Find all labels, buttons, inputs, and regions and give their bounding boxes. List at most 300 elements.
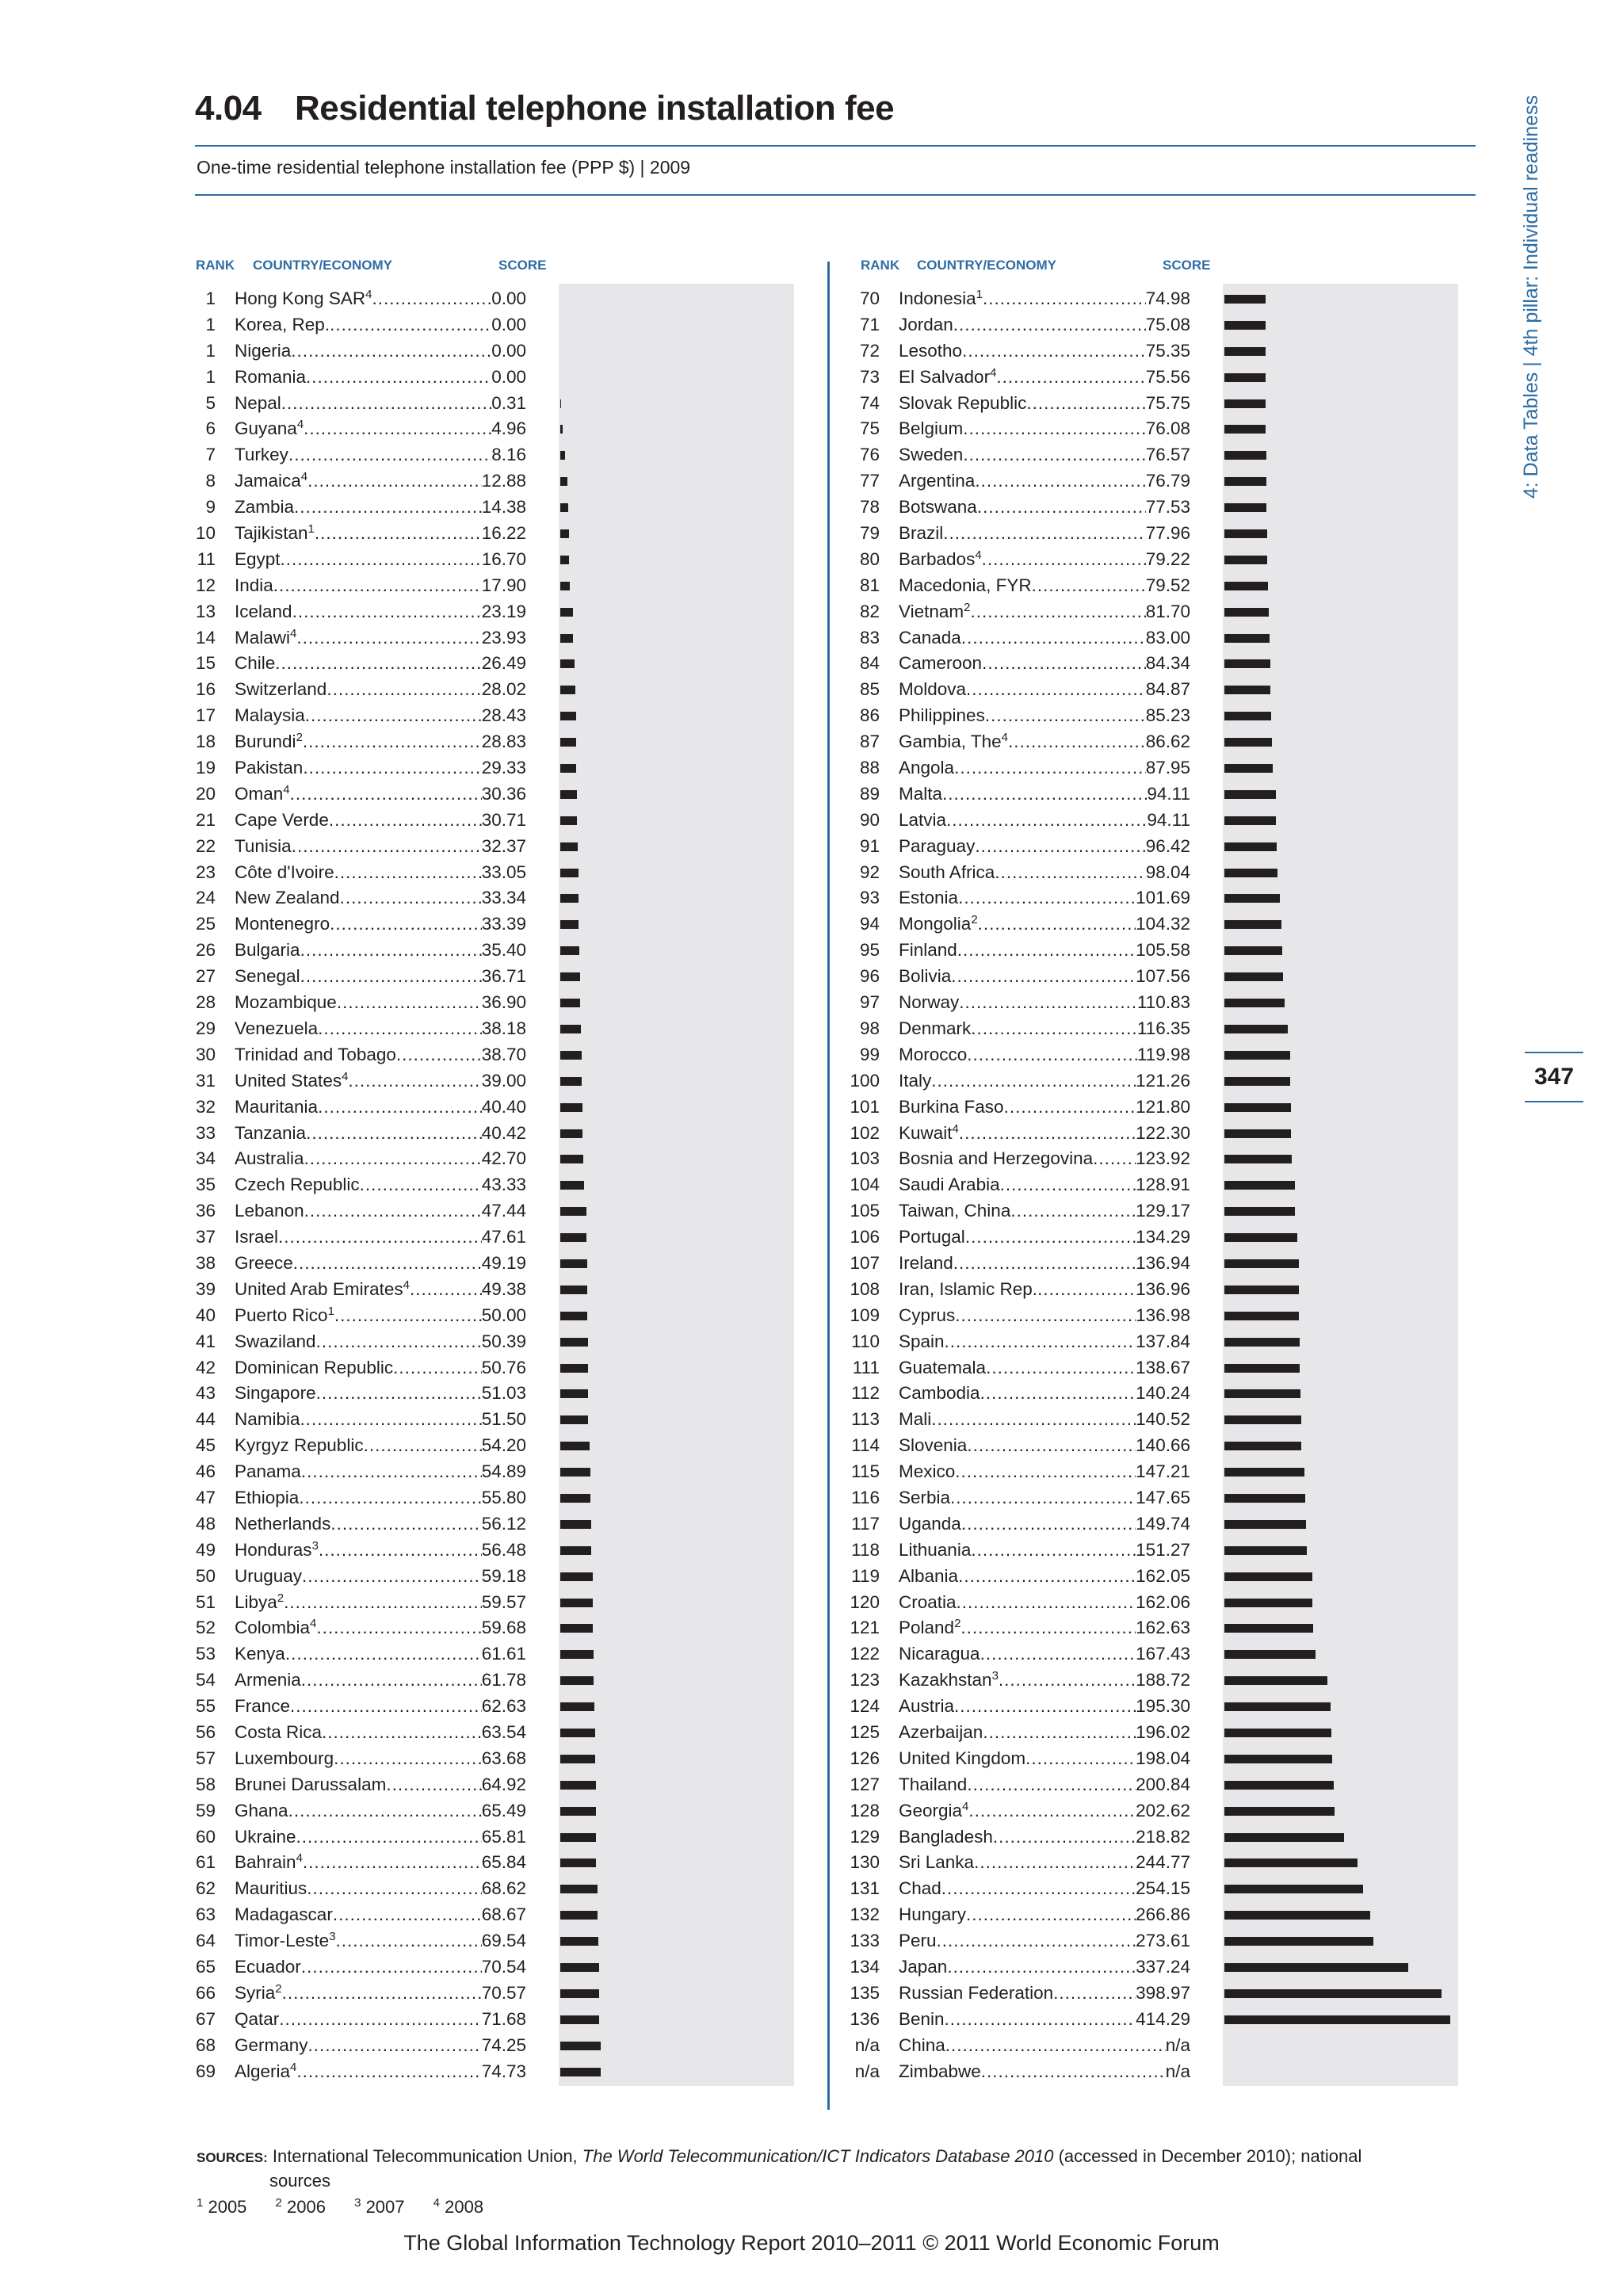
table-row: [178, 1641, 804, 1668]
table-row: [178, 1746, 804, 1772]
rank-value: 57: [195, 1748, 216, 1768]
country-name: Slovenia: [899, 1435, 968, 1456]
score-bar: [560, 1415, 588, 1424]
score-bar: [1224, 869, 1277, 877]
table-row: [842, 1850, 1468, 1876]
country-entry: [899, 573, 1190, 599]
table-row: [178, 1329, 804, 1355]
country-entry: [899, 1095, 1190, 1121]
country-name: United States$^4$: [235, 1069, 349, 1091]
country-entry: [899, 729, 1190, 755]
score-bar: [1224, 1207, 1295, 1216]
score-bar: [1224, 608, 1269, 617]
table-row: [842, 1954, 1468, 1981]
table-row: [842, 1329, 1468, 1355]
score-bar: [560, 2015, 599, 2024]
table-row: [178, 338, 804, 365]
country-name: Bangladesh: [899, 1826, 993, 1847]
table-row: [842, 703, 1468, 729]
score-value: 0.00: [491, 366, 526, 387]
country-name: Zimbabwe: [899, 2061, 981, 2081]
score-bar: [560, 946, 579, 955]
score-bar: [560, 1729, 595, 1737]
dot-leader: [291, 338, 491, 365]
country-name: Thailand: [899, 1774, 968, 1794]
score-value: 8.16: [491, 445, 526, 465]
country-entry: [899, 1277, 1190, 1303]
footnote-marker: 4: [975, 548, 982, 562]
score-bar: [1224, 1650, 1316, 1659]
rank-value: 69: [195, 2061, 216, 2081]
dot-leader: [360, 1172, 482, 1198]
footnote-marker: 4: [365, 288, 372, 301]
rank-value: 75: [859, 418, 880, 439]
score-value: 64.92: [481, 1774, 526, 1794]
rank-value: 1: [205, 314, 216, 334]
country-name: Ireland: [899, 1252, 953, 1273]
country-name: Azerbaijan: [899, 1721, 983, 1742]
score-value: 47.44: [481, 1201, 526, 1221]
rank-value: 70: [859, 288, 880, 308]
rank-value: 106: [850, 1227, 880, 1247]
country-name: Venezuela: [235, 1018, 319, 1038]
country-entry: [235, 755, 526, 781]
dot-leader: [306, 365, 491, 391]
country-entry: [899, 1615, 1190, 1641]
country-entry: [235, 1954, 526, 1981]
rank-value: 71: [859, 314, 880, 334]
country-entry: [899, 1850, 1190, 1876]
table-row: [178, 1095, 804, 1121]
score-value: 110.83: [1136, 992, 1190, 1013]
score-bar: [560, 582, 570, 590]
score-value: 273.61: [1136, 1931, 1190, 1951]
country-entry: [235, 1042, 526, 1068]
table-row: [842, 1068, 1468, 1095]
country-entry: [899, 885, 1190, 911]
rank-value: 102: [850, 1122, 880, 1143]
country-entry: [235, 286, 526, 312]
country-name: United Arab Emirates$^4$: [235, 1278, 410, 1299]
country-entry: [235, 651, 526, 677]
score-bar: [560, 1389, 588, 1398]
footnote-marker: 4: [296, 1851, 303, 1866]
score-bar: [1224, 1129, 1291, 1138]
score-value: 149.74: [1136, 1513, 1190, 1534]
score-bar: [560, 1259, 587, 1268]
country-name: Lebanon: [235, 1201, 304, 1221]
rank-value: 19: [195, 758, 216, 778]
score-bar: [560, 1911, 598, 1920]
rank-value: 112: [851, 1383, 880, 1404]
table-row: [178, 365, 804, 391]
table-row: [842, 911, 1468, 938]
country-name: Mauritania: [235, 1096, 319, 1117]
footnote-marker: 4: [342, 1069, 349, 1083]
score-value: 40.42: [481, 1122, 526, 1143]
rank-value: 111: [852, 1357, 880, 1377]
rank-value: 14: [195, 627, 216, 648]
rank-value: 17: [195, 705, 216, 726]
country-name: Israel: [235, 1227, 279, 1247]
score-bar: [560, 1233, 586, 1242]
dot-leader: [980, 1641, 1136, 1668]
country-entry: [899, 1798, 1190, 1824]
score-bar: [1224, 2015, 1450, 2024]
score-value: 81.70: [1145, 601, 1190, 621]
country-name: Gambia, The$^4$: [899, 731, 1008, 752]
score-value: 136.94: [1136, 1252, 1190, 1273]
country-name: Burundi$^2$: [235, 731, 303, 752]
dot-leader: [1093, 1146, 1136, 1172]
country-name: Syria$^2$: [235, 1981, 282, 2003]
score-value: 136.98: [1136, 1305, 1190, 1325]
score-bar: [560, 477, 567, 486]
table-row: [842, 1042, 1468, 1068]
score-bar: [1224, 1937, 1373, 1946]
table-row: [178, 1251, 804, 1277]
table-row: [178, 834, 804, 860]
dot-leader: [1037, 1277, 1136, 1303]
rank-value: 11: [197, 548, 216, 569]
dot-leader: [336, 1928, 482, 1954]
table-row: [178, 599, 804, 625]
table-row: [178, 885, 804, 911]
country-entry: [899, 547, 1190, 573]
table-row: [842, 1198, 1468, 1224]
table-row: [178, 468, 804, 495]
score-value: 16.70: [481, 548, 526, 569]
country-entry: [235, 625, 526, 651]
score-bar: [1224, 477, 1266, 486]
footnote-marker: 2: [954, 1617, 961, 1631]
score-bar: [1224, 1702, 1331, 1711]
score-bar: [560, 999, 580, 1007]
country-entry: [899, 1928, 1190, 1954]
dot-leader: [334, 1303, 482, 1329]
score-value: 63.54: [481, 1721, 526, 1742]
table-row: [842, 1564, 1468, 1590]
score-bar: [1224, 1859, 1358, 1867]
score-value: 77.53: [1145, 497, 1190, 518]
footnote-marker: 4: [990, 365, 997, 380]
score-bar: [1224, 999, 1285, 1007]
rank-value: 98: [859, 1018, 880, 1038]
score-value: 33.34: [481, 888, 526, 908]
country-entry: [899, 755, 1190, 781]
score-value: 28.83: [481, 732, 526, 752]
score-value: 55.80: [481, 1487, 526, 1507]
score-bar: [560, 1312, 587, 1320]
score-bar: [1224, 1233, 1297, 1242]
rank-value: 123: [850, 1670, 880, 1690]
table-row: [178, 1564, 804, 1590]
country-name: Nigeria: [235, 340, 292, 361]
rank-value: 38: [195, 1252, 216, 1273]
subtitle-rule: [195, 194, 1476, 196]
rank-value: 23: [195, 861, 216, 882]
country-entry: [899, 1329, 1190, 1355]
dot-leader: [290, 1694, 482, 1720]
table-row: [178, 677, 804, 703]
dot-leader: [316, 1329, 482, 1355]
score-bar: [1224, 1364, 1300, 1373]
country-entry: [899, 1459, 1190, 1485]
rank-value: 55: [195, 1696, 216, 1717]
country-name: Benin: [899, 2008, 945, 2029]
country-name: Bulgaria: [235, 940, 300, 961]
table-row: [842, 860, 1468, 886]
country-name: El Salvador$^4$: [899, 365, 997, 387]
dot-leader: [999, 1668, 1136, 1694]
country-entry: [235, 703, 526, 729]
score-value: 123.92: [1136, 1148, 1190, 1169]
score-value: 79.22: [1145, 548, 1190, 569]
score-value: 28.02: [481, 679, 526, 700]
dot-leader: [961, 1511, 1136, 1538]
country-entry: [235, 964, 526, 990]
country-name: Ecuador: [235, 1957, 301, 1977]
score-value: 188.72: [1136, 1670, 1190, 1690]
dot-leader: [319, 1538, 482, 1564]
score-bar: [1224, 1312, 1299, 1320]
score-bar: [560, 399, 561, 408]
rank-value: 13: [195, 601, 216, 621]
country-name: Finland: [899, 940, 957, 961]
dot-leader: [329, 808, 482, 834]
table-row: [842, 442, 1468, 468]
country-name: Philippines: [899, 705, 985, 726]
table-row: [178, 1485, 804, 1511]
score-bar: [560, 1963, 599, 1972]
dot-leader: [955, 1303, 1136, 1329]
score-value: 51.03: [481, 1383, 526, 1404]
country-entry: [235, 1902, 526, 1928]
dot-leader: [372, 286, 491, 312]
rank-value: 114: [851, 1435, 880, 1456]
rank-value: 58: [195, 1774, 216, 1794]
dot-leader: [306, 1121, 482, 1147]
country-entry: [235, 834, 526, 860]
table-row: [842, 1876, 1468, 1902]
score-bar: [1224, 972, 1283, 981]
table-row: [178, 1016, 804, 1042]
rank-value: 89: [859, 783, 880, 804]
table-row: [842, 1746, 1468, 1772]
country-entry: [899, 1694, 1190, 1720]
country-name: France: [235, 1696, 291, 1717]
rank-value: 82: [859, 601, 880, 621]
country-name: Greece: [235, 1252, 293, 1273]
country-name: Côte d'Ivoire: [235, 861, 334, 882]
country-name: Qatar: [235, 2008, 280, 2029]
country-name: New Zealand: [235, 888, 340, 908]
dot-leader: [273, 573, 482, 599]
score-bar: [1224, 1546, 1307, 1555]
country-entry: [235, 1538, 526, 1564]
dot-leader: [294, 495, 482, 521]
footnote-marker: 3: [329, 1930, 336, 1944]
table-row: [178, 729, 804, 755]
country-entry: [235, 495, 526, 521]
rank-value: 60: [195, 1826, 216, 1847]
dot-leader: [957, 1590, 1136, 1616]
dot-leader: [945, 1329, 1136, 1355]
table-row: [842, 2007, 1468, 2033]
country-name: Timor-Leste$^3$: [235, 1930, 336, 1951]
dot-leader: [982, 651, 1146, 677]
country-entry: [899, 703, 1190, 729]
score-value: 4.96: [491, 418, 526, 439]
dot-leader: [977, 495, 1146, 521]
country-name: Tajikistan$^1$: [235, 522, 315, 544]
score-bar: [1224, 529, 1267, 538]
table-row: [178, 1824, 804, 1851]
score-bar: [1224, 1051, 1290, 1060]
rank-value: 117: [851, 1513, 880, 1534]
country-name: Trinidad and Tobago: [235, 1044, 396, 1064]
dot-leader: [966, 677, 1146, 703]
sources-label: SOURCES:: [197, 2150, 268, 2165]
table-row: [842, 625, 1468, 651]
country-entry: [899, 1641, 1190, 1668]
country-entry: [235, 1928, 526, 1954]
dot-leader: [957, 938, 1136, 964]
dot-leader: [931, 1407, 1136, 1433]
dot-leader: [945, 2007, 1136, 2033]
dot-leader: [285, 1641, 482, 1668]
country-entry: [899, 338, 1190, 365]
table-row: [842, 938, 1468, 964]
score-value: 75.75: [1145, 392, 1190, 413]
score-value: 76.08: [1145, 418, 1190, 439]
country-name: Namibia: [235, 1409, 300, 1430]
table-row: [842, 1121, 1468, 1147]
country-name: Guyana$^4$: [235, 418, 304, 439]
sources-note: [197, 2145, 1480, 2192]
table-row: [178, 1146, 804, 1172]
table-row: [178, 1928, 804, 1954]
dot-leader: [327, 677, 481, 703]
country-entry: [235, 1615, 526, 1641]
dot-leader: [296, 2059, 481, 2085]
table-row: [842, 1381, 1468, 1407]
dot-leader: [965, 1224, 1136, 1251]
footnotes: [197, 2197, 507, 2218]
country-name: Italy: [899, 1070, 932, 1091]
dot-leader: [996, 365, 1145, 391]
dot-leader: [971, 1016, 1137, 1042]
country-name: Peru: [899, 1931, 937, 1951]
table-row: [842, 1694, 1468, 1720]
country-name: Argentina: [899, 471, 976, 491]
country-entry: [899, 1146, 1190, 1172]
country-name: Chile: [235, 653, 276, 674]
country-entry: [235, 1459, 526, 1485]
table-row: [842, 677, 1468, 703]
table-row: [842, 834, 1468, 860]
country-name: Bahrain$^4$: [235, 1851, 303, 1873]
country-entry: [899, 2007, 1190, 2033]
score-bar: [1224, 816, 1276, 825]
score-value: 36.71: [481, 966, 526, 987]
country-name: Indonesia$^1$: [899, 288, 983, 308]
rank-value: 8: [205, 471, 216, 491]
score-bar: [1224, 1599, 1312, 1607]
country-entry: [899, 834, 1190, 860]
country-entry: [235, 1146, 526, 1172]
dot-leader: [281, 391, 491, 417]
rank-value: 40: [195, 1305, 216, 1325]
score-value: 86.62: [1145, 732, 1190, 752]
score-value: 121.80: [1136, 1096, 1190, 1117]
country-name: Colombia$^4$: [235, 1617, 317, 1638]
country-name: Chad: [899, 1878, 941, 1899]
table-row: [842, 1407, 1468, 1433]
rank-value: 93: [859, 888, 880, 908]
score-bar: [1224, 764, 1273, 773]
score-value: 35.40: [481, 940, 526, 961]
country-entry: [899, 677, 1190, 703]
country-name: Taiwan, China: [899, 1201, 1011, 1221]
ranking-column-right: [842, 286, 1468, 2084]
footnote: $^4$ 2008: [433, 2196, 484, 2217]
rank-value: 100: [850, 1070, 880, 1091]
table-row: [178, 1407, 804, 1433]
table-row: [178, 1277, 804, 1303]
dot-leader: [304, 416, 491, 442]
country-entry: [235, 521, 526, 547]
country-name: Germany: [235, 2034, 308, 2055]
score-bar: [1224, 659, 1270, 668]
rank-value: 121: [850, 1618, 880, 1638]
score-value: 74.98: [1145, 288, 1190, 308]
score-bar: [560, 869, 579, 877]
dot-leader: [299, 1485, 481, 1511]
table-row: [842, 1095, 1468, 1121]
rank-value: 21: [195, 809, 216, 830]
country-name: Portugal: [899, 1227, 965, 1247]
dot-leader: [947, 1954, 1136, 1981]
rank-value: 66: [195, 1982, 216, 2003]
country-name: Ethiopia: [235, 1487, 300, 1507]
score-bar: [560, 1338, 588, 1347]
table-row: [842, 312, 1468, 338]
country-entry: [899, 1564, 1190, 1590]
table-row: [178, 1615, 804, 1641]
table-row: [842, 1772, 1468, 1798]
rank-value: 16: [195, 679, 216, 700]
table-row: [178, 1981, 804, 2007]
score-bar: [1224, 1833, 1344, 1842]
dot-leader: [307, 468, 482, 495]
score-value: 337.24: [1136, 1957, 1190, 1977]
rank-value: 9: [205, 497, 216, 518]
dot-leader: [278, 1224, 482, 1251]
score-value: 76.79: [1145, 471, 1190, 491]
footnote-marker: 4: [290, 626, 297, 640]
dot-leader: [334, 1746, 482, 1772]
table-row: [842, 495, 1468, 521]
country-name: Angola: [899, 758, 955, 778]
page-subtitle: One-time residential telephone installation fee (PPP $) | 2009: [197, 157, 691, 178]
score-bar: [1224, 1963, 1408, 1972]
country-name: Japan: [899, 1957, 948, 1977]
table-row: [842, 468, 1468, 495]
country-name: Kuwait$^4$: [899, 1121, 959, 1143]
dot-leader: [316, 1381, 482, 1407]
table-row: [178, 416, 804, 442]
